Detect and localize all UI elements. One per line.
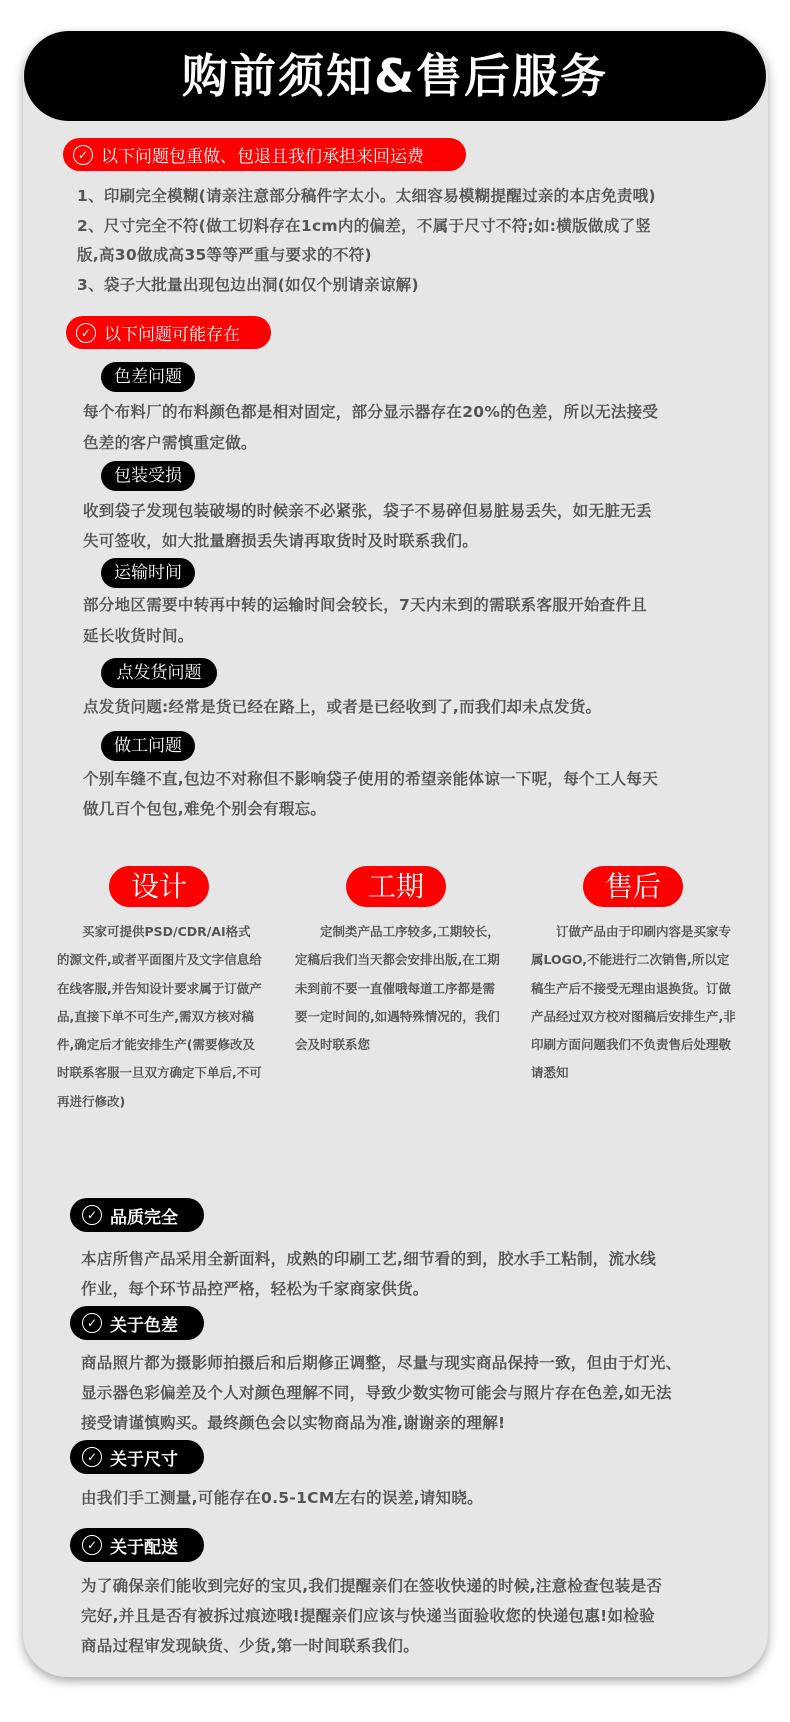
design-column — [57, 918, 262, 1116]
tag-shipping-time: 运输时间 — [101, 558, 195, 588]
check-circle-icon: ✓ — [82, 1447, 102, 1467]
section2-header — [66, 316, 271, 349]
design-title: 设计 — [109, 866, 209, 907]
color-label: 关于色差 — [110, 1315, 178, 1336]
paragraph-line: 显示器色彩偏差及个人对颜色理解不同，导致少数实物可能会与照片存在色差,如无法 — [81, 1384, 672, 1402]
paragraph-line: 本店所售产品采用全新面料，成熟的印刷工艺,细节看的到，胶水手工粘制，流水线 — [81, 1250, 656, 1268]
check-circle-icon: ✓ — [76, 323, 96, 343]
check-circle-icon: ✓ — [82, 1313, 102, 1333]
paragraph-line: 完好,并且是否有被拆过痕迹哦!提醒亲们应该与快递当面验收您的快递包惠!如检验 — [81, 1607, 655, 1625]
tag-color-diff: 色差问题 — [101, 362, 195, 392]
paragraph-line: 做几百个包包,难免个别会有瑕忘。 — [83, 800, 327, 818]
design-text: 买家可提供PSD/CDR/AI格式的源文件,或者平面图片及文字信息给在线客服,并告知设计要求属于订做产品,直接下单不可生产,需双方核对稿件,确定后才能安排生产(需要修改及时联系客服一旦双方确定下单后,不可再进行修改) — [57, 924, 262, 1109]
tag-packaging: 包装受损 — [101, 461, 195, 491]
list-item: 版,高30做成高35等等严重与要求的不符) — [77, 246, 372, 264]
paragraph-line: 色差的客户需慎重定做。 — [83, 434, 257, 452]
delivery-header — [70, 1528, 204, 1562]
list-item: 1、印刷完全模糊(请亲注意部分稿件字太小。太细容易模糊提醒过亲的本店免责哦) — [77, 187, 656, 205]
schedule-text: 定制类产品工序较多,工期较长，定稿后我们当天都会安排出版,在工期未到前不要一直催哦每道工序都是需要一定时间的,如遇特殊情况的，我们会及时联系您 — [295, 924, 500, 1053]
aftersale-column — [531, 918, 736, 1088]
schedule-column — [295, 918, 500, 1059]
check-circle-icon: ✓ — [73, 145, 93, 165]
color-header — [70, 1306, 204, 1340]
section1-label: 以下问题包重做、包退且我们承担来回运费 — [101, 147, 424, 167]
quality-header — [70, 1198, 204, 1232]
check-circle-icon: ✓ — [82, 1205, 102, 1225]
paragraph-line: 失可签收，如大批量磨损丢失请再取货时及时联系我们。 — [83, 532, 479, 550]
paragraph-line: 为了确保亲们能收到完好的宝贝,我们提醒亲们在签收快递的时候,注意检查包装是否 — [81, 1577, 663, 1595]
tag-dispatch: 点发货问题 — [101, 658, 217, 688]
schedule-title: 工期 — [346, 866, 446, 907]
paragraph-line: 接受请谨慎购买。最终颜色会以实物商品为准,谢谢亲的理解! — [81, 1414, 506, 1432]
paragraph-line: 个别车缝不直,包边不对称但不影响袋子使用的希望亲能体谅一下呢，每个工人每天 — [83, 770, 658, 788]
delivery-label: 关于配送 — [110, 1537, 178, 1558]
section1-header — [63, 138, 466, 171]
size-header — [70, 1440, 204, 1474]
aftersale-text: 订做产品由于印刷内容是买家专属LOGO,不能进行二次销售,所以定稿生产后不接受无理由退换货。订做产品经过双方校对图稿后安排生产,非印刷方面问题我们不负责售后处理敬请悉知 — [531, 924, 736, 1081]
paragraph-line: 商品照片都为摄影师拍摄后和后期修正调整，尽量与现实商品保持一致，但由于灯光、 — [81, 1354, 682, 1372]
paragraph-line: 每个布料厂的布料颜色都是相对固定，部分显示器存在20%的色差，所以无法接受 — [83, 403, 659, 421]
page-title: 购前须知&售后服务 — [24, 31, 766, 121]
aftersale-title: 售后 — [583, 866, 683, 907]
paragraph-line: 收到袋子发现包装破埸的时候亲不必紧张，袋子不易碎但易脏易丢失，如无脏无丢 — [83, 502, 652, 520]
quality-label: 品质完全 — [110, 1207, 178, 1228]
paragraph-line: 商品过程审发现缺货、少货,第一时间联系我们。 — [81, 1637, 419, 1655]
paragraph-line: 延长收货时间。 — [83, 627, 194, 645]
section2-label: 以下问题可能存在 — [104, 325, 240, 345]
paragraph-line: 作业，每个环节品控严格，轻松为千家商家供货。 — [81, 1280, 429, 1298]
list-item: 3、袋子大批量出现包边出洞(如仅个别请亲谅解) — [77, 276, 419, 294]
list-item: 2、尺寸完全不符(做工切料存在1cm内的偏差，不属于尺寸不符;如:横版做成了竖 — [77, 217, 652, 235]
paragraph-line: 由我们手工测量,可能存在0.5-1CM左右的误差,请知晓。 — [81, 1489, 483, 1507]
paragraph-line: 部分地区需要中转再中转的运输时间会较长，7天内未到的需联系客服开始查件且 — [83, 596, 648, 614]
check-circle-icon: ✓ — [82, 1535, 102, 1555]
tag-workmanship: 做工问题 — [101, 731, 195, 761]
paragraph-line: 点发货问题:经常是货已经在路上，或者是已经收到了,而我们却未点发货。 — [83, 698, 602, 716]
size-label: 关于尺寸 — [110, 1449, 178, 1470]
